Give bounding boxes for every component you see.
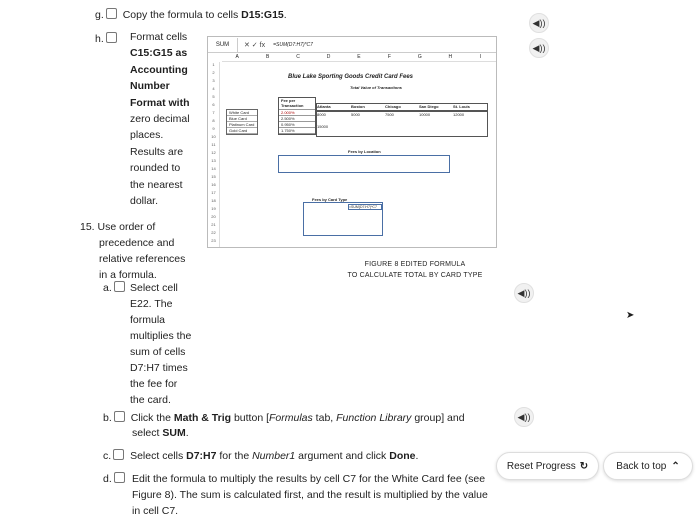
fee-value: 1.750%: [279, 128, 315, 134]
step-15c: [103, 448, 418, 464]
column-header: G: [417, 54, 422, 60]
caption-line: FIGURE 8 EDITED FORMULA: [364, 261, 466, 268]
cell-value: 10000: [419, 112, 431, 117]
step-15b: [103, 410, 465, 426]
row-header: 10: [211, 134, 216, 139]
row-header: 2: [212, 70, 215, 75]
step-15a-line: E22. The: [130, 298, 173, 310]
step-15d-line: in cell C7.: [132, 505, 179, 517]
row-header: 18: [211, 198, 216, 203]
column-header: E: [357, 54, 361, 60]
step-h-line: Format with: [130, 96, 190, 109]
step-h-label-row: [95, 31, 120, 47]
row-header: 15: [211, 174, 216, 179]
audio-icon[interactable]: ◀)): [514, 407, 534, 427]
step-15d-label: d.: [103, 473, 112, 485]
reset-progress-button[interactable]: [496, 452, 599, 480]
row-header: 6: [212, 102, 215, 107]
row-header: 8: [212, 118, 215, 123]
up-arrow-icon: ⌃: [671, 460, 680, 472]
formula-bar: [208, 37, 496, 53]
step-15b-line2: [132, 425, 189, 441]
step-15-line: precedence and: [99, 237, 175, 249]
column-header: I: [480, 54, 482, 60]
name-box: SUM: [208, 38, 238, 52]
row-header: 23: [211, 238, 216, 243]
row-header: 3: [212, 78, 215, 83]
step-h-line: the nearest: [130, 178, 183, 191]
step-g-label: g.: [95, 9, 104, 21]
cell-value: 8000: [317, 112, 326, 117]
city-header: Atlanta: [317, 104, 331, 109]
step-15a-checkbox[interactable]: [114, 281, 125, 292]
step-15d-checkbox[interactable]: [114, 472, 125, 483]
column-header: A: [235, 54, 239, 60]
step-g-range: D15:G15: [241, 9, 284, 21]
step-15c-text: Select cells: [130, 450, 187, 462]
values-grid: [316, 111, 488, 137]
step-15a-line: multiplies the: [130, 330, 192, 342]
step-15d-line: Figure 8). The sum is calculated first, and the result is multiplied by the value: [132, 489, 488, 501]
step-15b-text: tab,: [312, 412, 337, 424]
step-g-text: Copy the formula to cells: [122, 9, 242, 21]
step-15-cont: [99, 235, 185, 283]
formula-text: =SUM(D7:H7)*C7: [273, 41, 313, 48]
fee-header: Fee per Transaction: [279, 98, 315, 110]
card-label: Blue Card: [227, 116, 257, 122]
step-h-checkbox[interactable]: [106, 32, 117, 43]
audio-icon[interactable]: ◀)): [529, 38, 549, 58]
column-header: B: [265, 54, 270, 60]
step-15a-line: the fee for: [130, 378, 178, 390]
city-header: San Diego: [419, 104, 439, 109]
step-15b-text: Click the: [130, 412, 174, 424]
step-15b-label: b.: [103, 412, 112, 424]
step-15a-line: D7:H7 times: [130, 362, 188, 374]
step-15b-sum: SUM: [162, 427, 186, 439]
row-header: 14: [211, 166, 216, 171]
row-header: 9: [212, 126, 215, 131]
step-15a-line: the card.: [130, 394, 171, 406]
column-header: D: [326, 54, 331, 60]
step-g: [95, 7, 287, 23]
figure-caption: [340, 259, 490, 281]
cell-value: 7500: [385, 112, 394, 117]
step-h-line: dollar.: [130, 195, 159, 208]
step-15b-text: button [: [231, 412, 269, 424]
fee-value: 0.950%: [279, 122, 315, 128]
cell-value: 15000: [317, 124, 329, 129]
row-header: 5: [212, 94, 215, 99]
formula-bar-icons: ✕ ✓ fx: [244, 41, 266, 49]
step-15d-line: Edit the formula to multiply the results by cell C7 for the White Card fee (see: [132, 473, 486, 485]
column-header: F: [387, 54, 391, 60]
cell-value: 12000: [453, 112, 465, 117]
row-header: 1: [212, 62, 215, 67]
edited-cell: =SUM(D7:H7)*C7: [348, 204, 382, 210]
column-header: C: [296, 54, 300, 60]
fee-column: [278, 97, 316, 135]
fee-value: 2.500%: [279, 116, 315, 122]
step-15b-formulas: Formulas: [269, 412, 313, 424]
row-header: 4: [212, 86, 215, 91]
card-label: Platinum Card: [227, 122, 257, 128]
row-header: 7: [212, 110, 215, 115]
cell-value: 5000: [351, 112, 360, 117]
audio-icon[interactable]: ◀)): [514, 283, 534, 303]
step-15a-line: sum of cells: [130, 346, 186, 358]
fees-by-location-table: [278, 155, 450, 173]
step-15b-text: group] and: [411, 412, 465, 424]
step-15b-text: select: [132, 427, 163, 439]
step-15-line: relative references: [99, 253, 186, 265]
step-h-line: rounded to: [130, 162, 181, 175]
fees-by-location-header: Fees by Location: [348, 149, 381, 154]
row-header: 19: [211, 206, 216, 211]
step-15a-label-row: [103, 280, 128, 296]
column-header: H: [448, 54, 453, 60]
step-h-line: Format cells: [130, 31, 188, 43]
step-h-line: Results are: [130, 145, 184, 158]
back-to-top-label: Back to top: [616, 460, 667, 472]
step-h-label: h.: [95, 33, 104, 45]
row-header: 12: [211, 150, 216, 155]
step-h-line: places.: [130, 129, 164, 142]
step-15c-label: c.: [103, 450, 112, 462]
step-15-line: in a formula.: [99, 269, 157, 281]
total-header: Total Value of Transactions: [350, 85, 402, 90]
row-header: 13: [211, 158, 216, 163]
reset-icon: ↻: [579, 460, 589, 472]
step-15d-label-row: [103, 471, 128, 487]
spreadsheet-figure: [207, 36, 497, 248]
step-15a-line: formula: [130, 314, 166, 326]
step-15: [80, 219, 155, 235]
row-header: 20: [211, 214, 216, 219]
city-header: St. Louis: [453, 104, 470, 109]
step-h-line: Number: [130, 80, 170, 93]
card-label: White Card: [227, 110, 257, 116]
step-15b-math-trig: Math & Trig: [173, 412, 232, 424]
fee-value: 2.000%: [279, 110, 315, 116]
step-15c-text: .: [415, 450, 419, 462]
step-15d-text: [132, 471, 492, 519]
row-headers: [208, 62, 220, 247]
step-h-text: [130, 29, 205, 209]
step-15a-text: [130, 280, 210, 408]
fees-by-card-header: Fees by Card Type: [312, 197, 348, 202]
step-15c-text: for the: [216, 450, 253, 462]
figure-sheet-title: Blue Lake Sporting Goods Credit Card Fees: [288, 74, 414, 80]
card-labels: [226, 109, 258, 135]
step-15b-function-library: Function Library: [336, 412, 412, 424]
step-15c-text: argument and click: [295, 450, 390, 462]
card-label: Gold Card: [227, 128, 257, 134]
row-header: 22: [211, 230, 216, 235]
city-header: Chicago: [385, 104, 401, 109]
mouse-cursor-icon: ➤: [626, 310, 635, 321]
step-15a-label: a.: [103, 282, 112, 294]
back-to-top-button[interactable]: [603, 452, 693, 480]
step-g-checkbox[interactable]: [106, 8, 117, 19]
step-h-line: zero decimal: [130, 113, 190, 126]
step-15c-done: Done: [389, 450, 416, 462]
city-header: Boston: [351, 104, 365, 109]
step-g-end: .: [283, 9, 287, 21]
step-h-line: C15:G15 as: [130, 47, 188, 60]
row-header: 11: [211, 142, 216, 147]
column-headers: [222, 54, 496, 62]
step-15c-number1: Number1: [252, 450, 296, 462]
step-h-line: Accounting: [130, 63, 188, 76]
step-15-line: Use order of: [97, 221, 156, 233]
reset-progress-label: Reset Progress: [506, 460, 576, 472]
caption-line: TO CALCULATE TOTAL BY CARD TYPE: [347, 272, 483, 279]
step-15b-text: .: [185, 427, 189, 439]
city-header-row: [316, 103, 488, 111]
row-header: 21: [211, 222, 216, 227]
step-15b-checkbox[interactable]: [114, 411, 125, 422]
row-header: 16: [211, 182, 216, 187]
step-15c-range: D7:H7: [186, 450, 217, 462]
row-header: 17: [211, 190, 216, 195]
step-15c-checkbox[interactable]: [113, 449, 124, 460]
step-15a-line: Select cell: [130, 282, 178, 294]
step-15-label: 15.: [80, 221, 95, 233]
audio-icon[interactable]: ◀)): [529, 13, 549, 33]
